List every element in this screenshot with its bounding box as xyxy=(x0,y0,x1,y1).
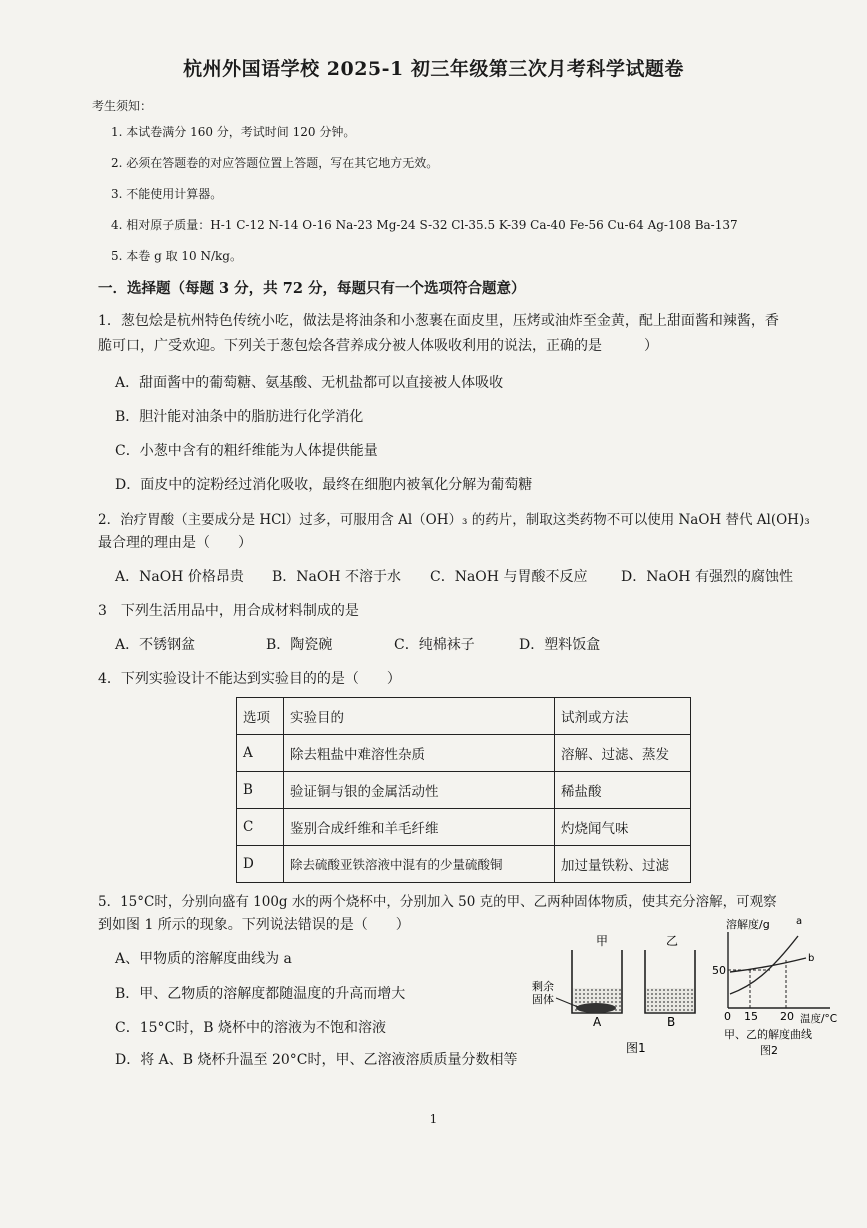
beaker-label-jia: 甲 xyxy=(596,934,609,948)
q2-option-d: D．NaOH 有强烈的腐蚀性 xyxy=(621,569,793,585)
q2-stem-line1: 2．治疗胃酸（主要成分是 HCl）过多，可服用含 Al（OH）₃ 的药片，制取这类药物不可以使用 NaOH 替代 Al(OH)₃ xyxy=(98,512,810,528)
table-cell: 加过量铁粉、过滤 xyxy=(555,846,691,883)
table-header-row xyxy=(237,698,691,735)
notice-item: 1. 本试卷满分 160 分，考试时间 120 分钟。 xyxy=(111,125,356,139)
q5-option-a: A、甲物质的溶解度曲线为 a xyxy=(115,951,292,967)
table-cell: 除去硫酸亚铁溶液中混有的少量硫酸铜 xyxy=(284,846,555,883)
q5-option-c: C．15°C时，B 烧杯中的溶液为不饱和溶液 xyxy=(115,1020,386,1036)
notice-item: 5. 本卷 g 取 10 N/kg。 xyxy=(111,249,242,263)
figure2-caption-line2: 图2 xyxy=(760,1044,778,1057)
table-row xyxy=(237,772,691,809)
table-cell: 除去粗盐中难溶性杂质 xyxy=(284,735,555,772)
table-header-cell: 实验目的 xyxy=(284,698,555,735)
section-heading: 一．选择题（每题 3 分，共 72 分，每题只有一个选项符合题意） xyxy=(98,280,526,297)
figure1-caption: 图1 xyxy=(626,1041,646,1055)
q5-option-b: B．甲、乙物质的溶解度都随温度的升高而增大 xyxy=(115,986,406,1002)
q1-stem-line1: 1．葱包烩是杭州特色传统小吃，做法是将油条和小葱裹在面皮里，压烤或油炸至金黄，配上甜面酱和辣酱，香 xyxy=(98,313,779,329)
y-tick-label: 50 xyxy=(712,964,726,977)
table-cell: A xyxy=(237,735,284,772)
beaker-a-label: A xyxy=(593,1015,602,1029)
q1-option-c: C．小葱中含有的粗纤维能为人体提供能量 xyxy=(115,443,378,459)
q4-table xyxy=(236,697,691,883)
table-row xyxy=(237,846,691,883)
beaker-label-yi: 乙 xyxy=(666,934,679,948)
x-tick-label: 0 xyxy=(724,1010,731,1023)
residual-solid xyxy=(576,1003,616,1013)
curve-b-label: b xyxy=(808,953,815,964)
table-header-cell: 选项 xyxy=(237,698,284,735)
figure2-caption-line1: 甲、乙的解度曲线 xyxy=(724,1028,812,1041)
table-header-cell: 试剂或方法 xyxy=(555,698,691,735)
table-row xyxy=(237,809,691,846)
q3-option-d: D．塑料饭盒 xyxy=(519,637,601,653)
q3-option-c: C．纯棉袜子 xyxy=(394,637,475,653)
figure1-beakers xyxy=(530,928,720,1063)
y-axis-label: 溶解度/g xyxy=(726,918,770,931)
beaker-b-label: B xyxy=(667,1015,676,1029)
page-title: 杭州外国语学校 2025-1 初三年级第三次月考科学试题卷 xyxy=(183,58,684,80)
q2-option-a: A．NaOH 价格昂贵 xyxy=(115,569,244,585)
table-cell: 灼烧闻气味 xyxy=(555,809,691,846)
table-cell: C xyxy=(237,809,284,846)
q5-stem-line1: 5．15°C时，分别向盛有 100g 水的两个烧杯中，分别加入 50 克的甲、乙两种固体物质，使其充分溶解，可观察 xyxy=(98,894,777,910)
q1-stem-line2: 脆可口，广受欢迎。下列关于葱包烩各营养成分被人体吸收利用的说法，正确的是 ） xyxy=(98,338,658,354)
table-cell: D xyxy=(237,846,284,883)
q5-stem-line2: 到如图 1 所示的现象。下列说法错误的是（ ） xyxy=(98,917,410,933)
table-cell: 验证铜与银的金属活动性 xyxy=(284,772,555,809)
notice-heading: 考生须知： xyxy=(92,99,153,113)
q5-option-d: D．将 A、B 烧杯升温至 20°C时，甲、乙溶液溶质质量分数相等 xyxy=(115,1052,518,1068)
curve-a xyxy=(730,936,798,994)
table-cell: 鉴别合成纤维和羊毛纤维 xyxy=(284,809,555,846)
q2-stem-line2: 最合理的理由是（ ） xyxy=(98,535,252,551)
curve-a-label: a xyxy=(796,916,803,927)
notice-item: 2. 必须在答题卷的对应答题位置上答题，写在其它地方无效。 xyxy=(111,156,439,170)
q2-option-b: B．NaOH 不溶于水 xyxy=(272,569,402,585)
beaker-b xyxy=(645,950,695,1013)
page-number: 1 xyxy=(429,1112,438,1126)
table-cell: B xyxy=(237,772,284,809)
x-axis-label: 温度/°C xyxy=(800,1013,838,1025)
q3-option-b: B．陶瓷碗 xyxy=(266,637,333,653)
residual-label: 固体 xyxy=(532,993,554,1006)
q3-stem: 3 下列生活用品中，用合成材料制成的是 xyxy=(98,603,359,619)
q2-option-c: C．NaOH 与胃酸不反应 xyxy=(430,569,588,585)
x-tick-label: 20 xyxy=(780,1010,794,1023)
q1-option-a: A．甜面酱中的葡萄糖、氨基酸、无机盐都可以直接被人体吸收 xyxy=(115,375,504,391)
q1-option-b: B．胆汁能对油条中的脂肪进行化学消化 xyxy=(115,409,364,425)
notice-item: 4. 相对原子质量：H-1 C-12 N-14 O-16 Na-23 Mg-24 S-32 Cl-35.5 K-39 Ca-40 Fe-56 Cu-64 Ag-108 Ba-137 xyxy=(111,218,738,232)
q3-option-a: A．不锈钢盆 xyxy=(115,637,196,653)
notice-item: 3. 不能使用计算器。 xyxy=(111,187,223,201)
table-cell: 溶解、过滤、蒸发 xyxy=(555,735,691,772)
table-cell: 稀盐酸 xyxy=(555,772,691,809)
table-row xyxy=(237,735,691,772)
x-tick-label: 15 xyxy=(744,1010,758,1023)
q1-option-d: D．面皮中的淀粉经过消化吸收，最终在细胞内被氧化分解为葡萄糖 xyxy=(115,477,533,493)
residual-label: 剩余 xyxy=(532,980,554,993)
q4-stem: 4．下列实验设计不能达到实验目的的是（ ） xyxy=(98,671,401,687)
beaker-a xyxy=(572,950,622,1013)
figure2-solubility-curves xyxy=(712,910,847,1060)
